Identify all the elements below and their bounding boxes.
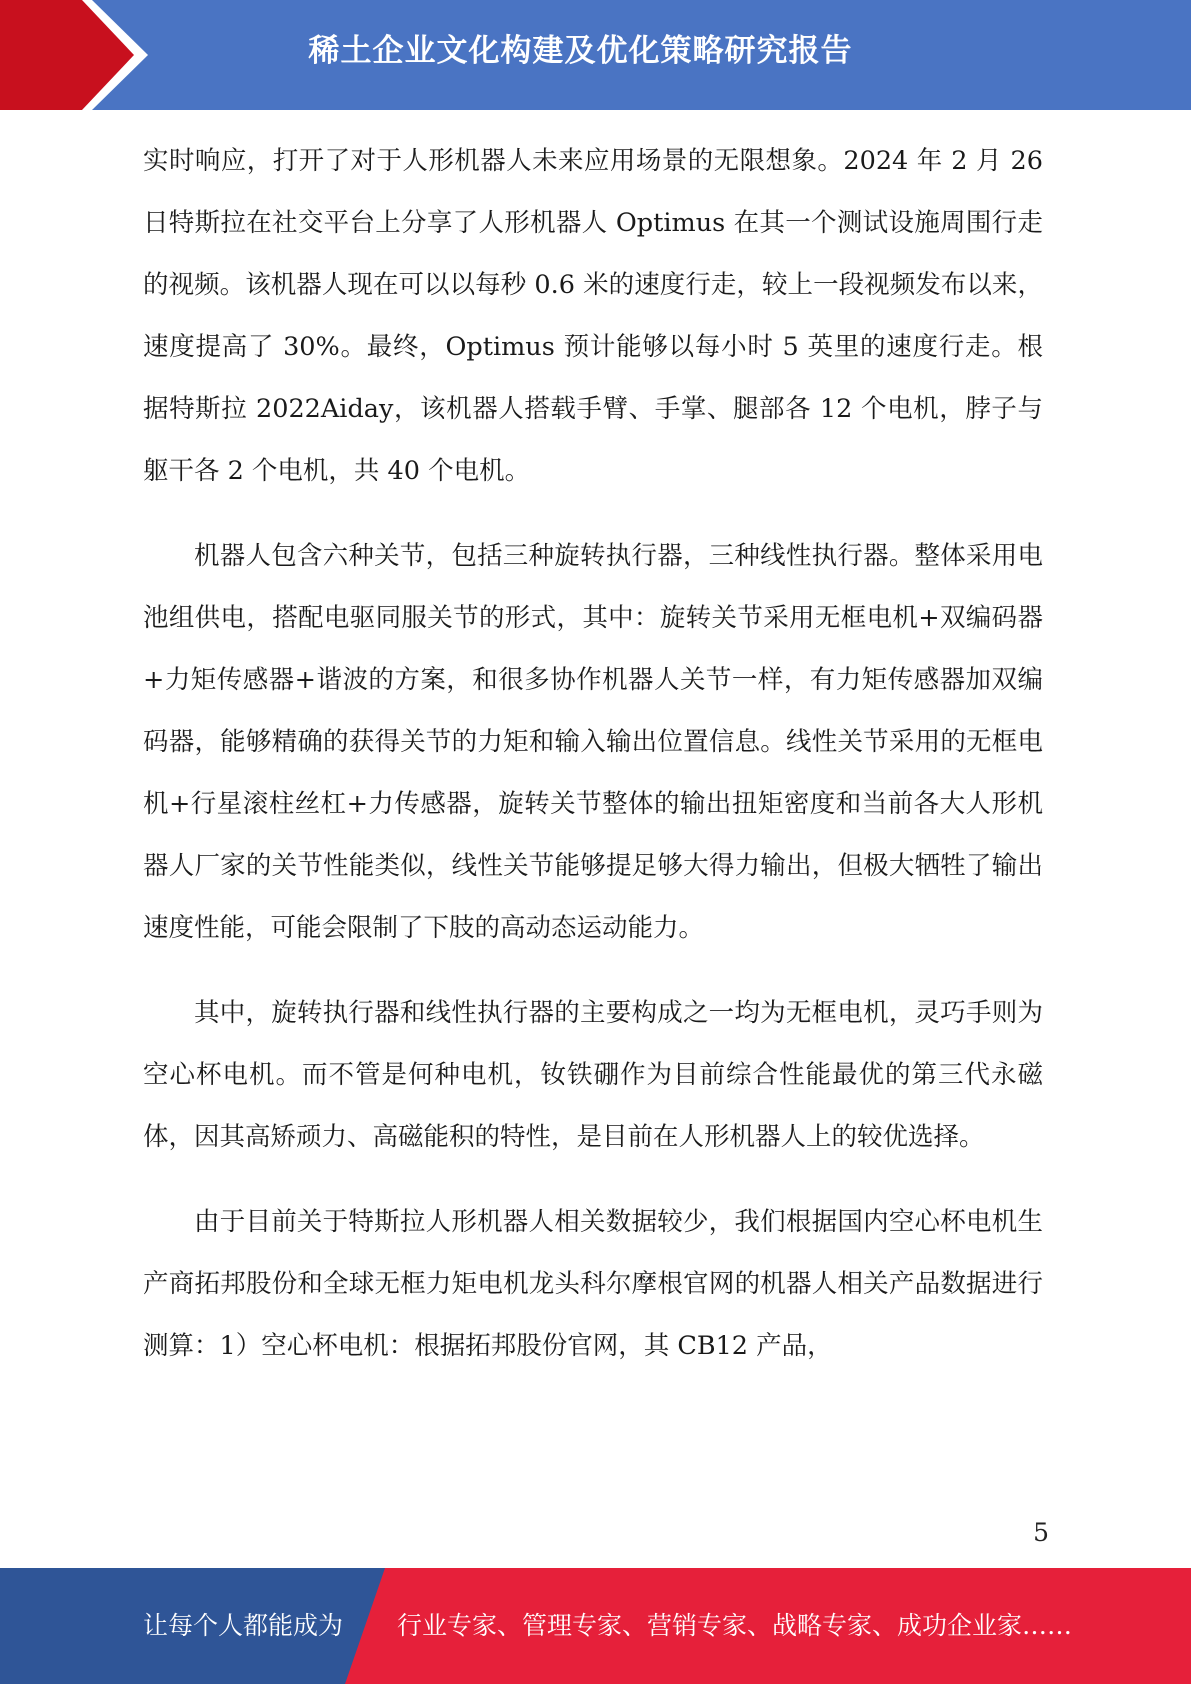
footer-slogan-left: 让每个人都能成为 <box>143 1611 344 1640</box>
paragraph-3: 其中，旋转执行器和线性执行器的主要构成之一均为无框电机，灵巧手则为空心杯电机。而不管是何种电机，钕铁硼作为目前综合性能最优的第三代永磁体，因其高矫顽力、高磁能积的特性，是目前在人形机器人上的较优选择。 <box>143 998 1043 1152</box>
report-title: 稀土企业文化构建及优化策略研究报告 <box>308 33 853 69</box>
chevron-arrow-icon <box>0 0 160 110</box>
page-header <box>0 0 1191 110</box>
page-footer <box>0 1568 1191 1684</box>
paragraph-1: 实时响应，打开了对于人形机器人未来应用场景的无限想象。2024 年 2 月 26 日特斯拉在社交平台上分享了人形机器人 Optimus 在其一个测试设施周围行走的视频。该机器人现在可以以每秒 0.6 米的速度行走，较上一段视频发布以来，速度提高了 30%。最终，Optimus 预计能够以每小时 5 英里的速度行走。根据特斯拉 2022Aiday，该机器人搭载手臂、手掌、腿部各 12 个电机，脖子与躯干各 2 个电机，共 40 个电机。 <box>143 146 1043 486</box>
footer-slogan-right: 行业专家、管理专家、营销专家、战略专家、成功企业家…… <box>397 1611 1073 1640</box>
page-number: 5 <box>1033 1518 1049 1547</box>
paragraph-4: 由于目前关于特斯拉人形机器人相关数据较少，我们根据国内空心杯电机生产商拓邦股份和全球无框力矩电机龙头科尔摩根官网的机器人相关产品数据进行测算：1）空心杯电机：根据拓邦股份官网，其 CB12 产品， <box>143 1207 1043 1361</box>
paragraph-2: 机器人包含六种关节，包括三种旋转执行器，三种线性执行器。整体采用电池组供电，搭配电驱同服关节的形式，其中：旋转关节采用无框电机+双编码器+力矩传感器+谐波的方案，和很多协作机器人关节一样，有力矩传感器加双编码器，能够精确的获得关节的力矩和输入输出位置信息。线性关节采用的无框电机+行星滚柱丝杠+力传感器，旋转关节整体的输出扭矩密度和当前各大人形机器人厂家的关节性能类似，线性关节能够提足够大得力输出，但极大牺牲了输出速度性能，可能会限制了下肢的高动态运动能力。 <box>143 541 1043 943</box>
body-content <box>143 130 1043 1400</box>
